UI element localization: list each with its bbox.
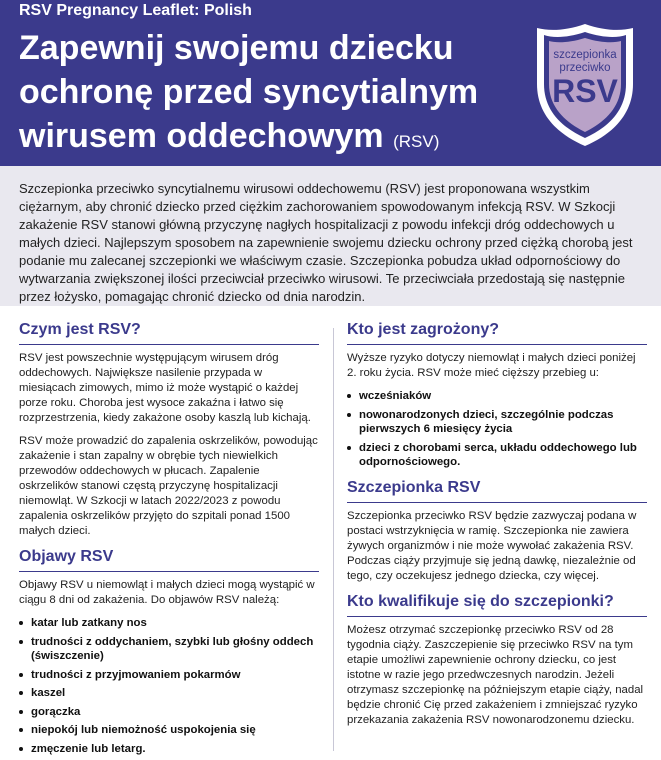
left-column [19, 320, 319, 760]
badge-rsv-text: RSV [552, 73, 618, 109]
risk-item: dzieci z chorobami serca, układu oddechowego lub odpornościowego. [347, 441, 647, 470]
leaflet-label: RSV Pregnancy Leaflet: Polish [19, 2, 252, 19]
eligibility-heading: Kto kwalifikuje się do szczepionki? [347, 592, 647, 617]
header-band [0, 0, 661, 166]
intro-paragraph: Szczepionka przeciwko syncytialnemu wirusowi oddechowemu (RSV) jest proponowana wszystkim ciężarnym, aby chronić dziecko przed ciężkim zachorowaniem spowodowanym infekcją RSV. W Szkocji zakażenie RSV stanowi główną przyczynę nagłych hospitalizacji z powodu infekcji dróg oddechowych u małych dzieci. Najlepszym sposobem na zapewnienie swojemu dziecku ochrony przed ciężką chorobą jest podanie mu zalecanej szczepionki we właściwym czasie. Szczepionka pobudza układ odpornościowy do wytwarzania zwiększonej ilości przeciwciał przeciwko wirusowi. Te przeciwciała przedostają się następnie przez łożysko, pomagając chronić dziecko od dnia narodzin. [19, 181, 633, 304]
what-is-rsv-paragraph-1: RSV jest powszechnie występującym wirusem dróg oddechowych. Największe nasilenie przypada w miesiącach zimowych, mimo iż może wystąpić o każdej porze roku. Choroba jest wysoce zakaźna i łatwo się rozprzestrzenia, kiedy zakażone osoby kaszlą lub kichają. [19, 352, 311, 424]
risk-item: nowonarodzonych dzieci, szczególnie podczas pierwszych 6 miesięcy życia [347, 408, 647, 437]
symptoms-intro: Objawy RSV u niemowląt i małych dzieci mogą wystąpić w ciągu 8 dni od zakażenia. Do objawów RSV należą: [19, 579, 315, 606]
title-text: Zapewnij swojemu dziecku ochronę przed syncytialnym wirusem oddechowym [19, 29, 479, 155]
who-at-risk-heading: Kto jest zagrożony? [347, 320, 647, 345]
badge-line1: szczepionka [553, 49, 617, 61]
what-is-rsv-heading: Czym jest RSV? [19, 320, 319, 345]
symptoms-list [19, 616, 319, 756]
right-column [347, 320, 647, 736]
column-divider [333, 328, 334, 751]
page-title [19, 26, 519, 164]
vaccine-paragraph: Szczepionka przeciwko RSV będzie zazwyczaj podana w postaci wstrzyknięcia w ramię. Szczepionka nie zawiera żywych organizmów i nie może wywołać zakażenia RSV. Podczas ciąży przyjmuje się jedną dawkę, niezależnie od tego, czy oczekujesz jednego dziecka, czy więcej. [347, 509, 637, 582]
symptom-item: katar lub zatkany nos [19, 616, 319, 631]
title-suffix: (RSV) [393, 132, 440, 151]
vaccine-heading: Szczepionka RSV [347, 478, 647, 503]
symptoms-heading: Objawy RSV [19, 547, 319, 572]
symptom-item: trudności z oddychaniem, szybki lub głośny oddech (świszczenie) [19, 635, 319, 664]
risk-item: wcześniaków [347, 389, 647, 404]
eligibility-paragraph: Możesz otrzymać szczepionkę przeciwko RSV od 28 tygodnia ciąży. Zaszczepienie się przeciwko RSV na tym etapie umożliwi zapewnienie ochrony dziecku, co jest istotne w razie jego przedwczesnych narodzin. Jeżeli otrzymasz szczepionkę na późniejszym etapie ciąży, nadal będzie chronić Cię przed zakażeniem i zmniejszać ryzyko przekazania zakażenia RSV nowonarodzonemu dziecku. [347, 623, 644, 726]
symptom-item: gorączka [19, 705, 319, 720]
symptom-item: kaszel [19, 686, 319, 701]
symptom-item: niepokój lub niemożność uspokojenia się [19, 723, 319, 738]
symptom-item: trudności z przyjmowaniem pokarmów [19, 668, 319, 683]
who-at-risk-intro: Wyższe ryzyko dotyczy niemowląt i małych dzieci poniżej 2. roku życia. RSV może mieć cięższy przebieg u: [347, 352, 636, 379]
risk-list [347, 389, 647, 470]
symptom-item: zmęczenie lub letarg. [19, 742, 319, 757]
rsv-vaccine-badge-icon [535, 22, 635, 148]
badge-line2: przeciwko [559, 62, 611, 74]
what-is-rsv-paragraph-2: RSV może prowadzić do zapalenia oskrzelików, powodując zakażenie i stan zapalny w obrębie tych niewielkich przewodów oddechowych w płucach. Zapalenie oskrzelików stanowi częstą przyczynę hospitalizacji niemowląt. W Szkocji w latach 2022/2023 z powodu zapalenia oskrzelików przyjęto do szpitali ponad 1500 małych dzieci. [19, 435, 318, 537]
